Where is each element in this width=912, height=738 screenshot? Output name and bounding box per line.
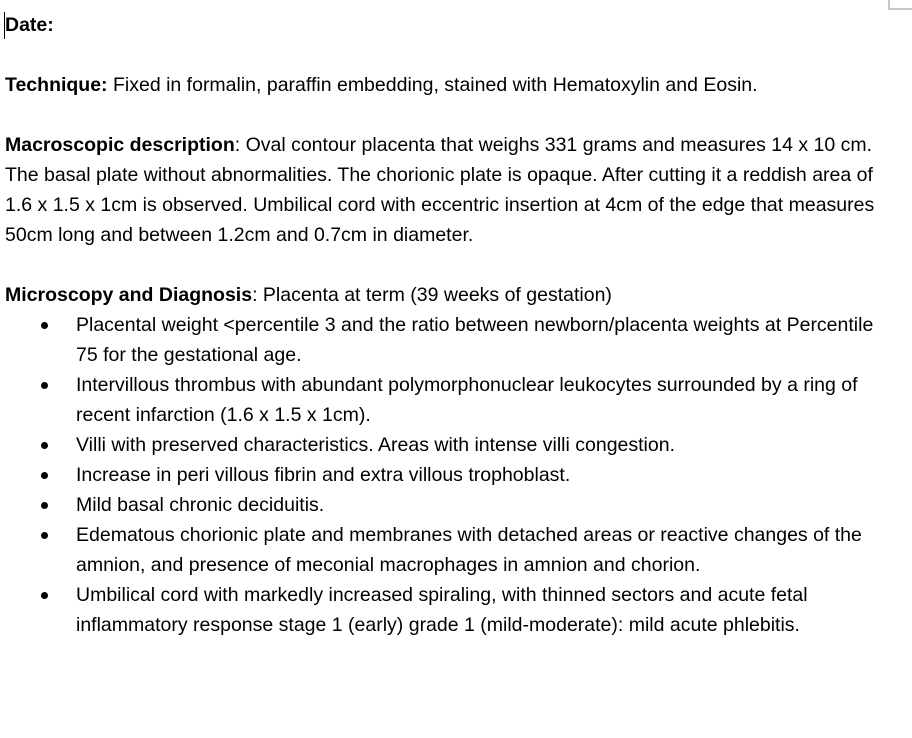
diagnosis-item-text: Umbilical cord with markedly increased spiraling, with thinned sectors and acute fetal inflammatory response stage 1 (early) grade 1 (mild-moderate): mild acute phlebitis. [76, 584, 808, 636]
diagnosis-item [5, 430, 900, 460]
technique-label: Technique: [5, 74, 108, 96]
technique-text: Fixed in formalin, paraffin embedding, stained with Hematoxylin and Eosin. [107, 74, 758, 96]
bullet-icon [41, 442, 48, 449]
bullet-icon [41, 502, 48, 509]
bullet-icon [41, 382, 48, 389]
diagnosis-item-text: Intervillous thrombus with abundant polymorphonuclear leukocytes surrounded by a ring of recent infarction (1.6 x 1.5 x 1cm). [76, 374, 858, 426]
macroscopic-field [5, 130, 900, 250]
diagnosis-item-text: Increase in peri villous fibrin and extra villous trophoblast. [76, 464, 571, 486]
bullet-icon [41, 322, 48, 329]
technique-field [5, 70, 900, 100]
spacer [5, 250, 900, 280]
microscopy-label: Microscopy and Diagnosis [5, 284, 253, 306]
bullet-icon [41, 472, 48, 479]
spacer [5, 40, 900, 70]
diagnosis-item [5, 370, 900, 430]
date-label: Date: [5, 14, 54, 36]
diagnosis-item-text: Placental weight <percentile 3 and the ratio between newborn/placenta weights at Percentile 75 for the gestational age. [76, 314, 874, 366]
document-body[interactable] [5, 10, 900, 640]
date-field [5, 10, 900, 40]
diagnosis-list [5, 310, 900, 640]
macroscopic-text: : Oval contour placenta that weighs 331 grams and measures 14 x 10 cm. The basal plate without abnormalities. The chorionic plate is opaque. After cutting it a reddish area of 1.6 x 1.5 x 1cm is observed. Umbilical cord with eccentric insertion at 4cm of the edge that measures 50cm long and between 1.2cm and 0.7cm in diameter. [5, 134, 875, 246]
macroscopic-label: Macroscopic description [5, 134, 235, 156]
microscopy-text: : Placenta at term (39 weeks of gestation) [252, 284, 612, 306]
diagnosis-item [5, 580, 900, 640]
diagnosis-item [5, 520, 900, 580]
bullet-icon [41, 532, 48, 539]
spacer [5, 100, 900, 130]
microscopy-field [5, 280, 900, 310]
diagnosis-item [5, 310, 900, 370]
diagnosis-item-text: Edematous chorionic plate and membranes with detached areas or reactive changes of the amnion, and presence of meconial macrophages in amnion and chorion. [76, 524, 862, 576]
window-corner-mark [888, 0, 912, 10]
diagnosis-item-text: Villi with preserved characteristics. Areas with intense villi congestion. [76, 434, 675, 456]
bullet-icon [41, 592, 48, 599]
diagnosis-item [5, 460, 900, 490]
diagnosis-item-text: Mild basal chronic deciduitis. [76, 494, 325, 516]
diagnosis-item [5, 490, 900, 520]
